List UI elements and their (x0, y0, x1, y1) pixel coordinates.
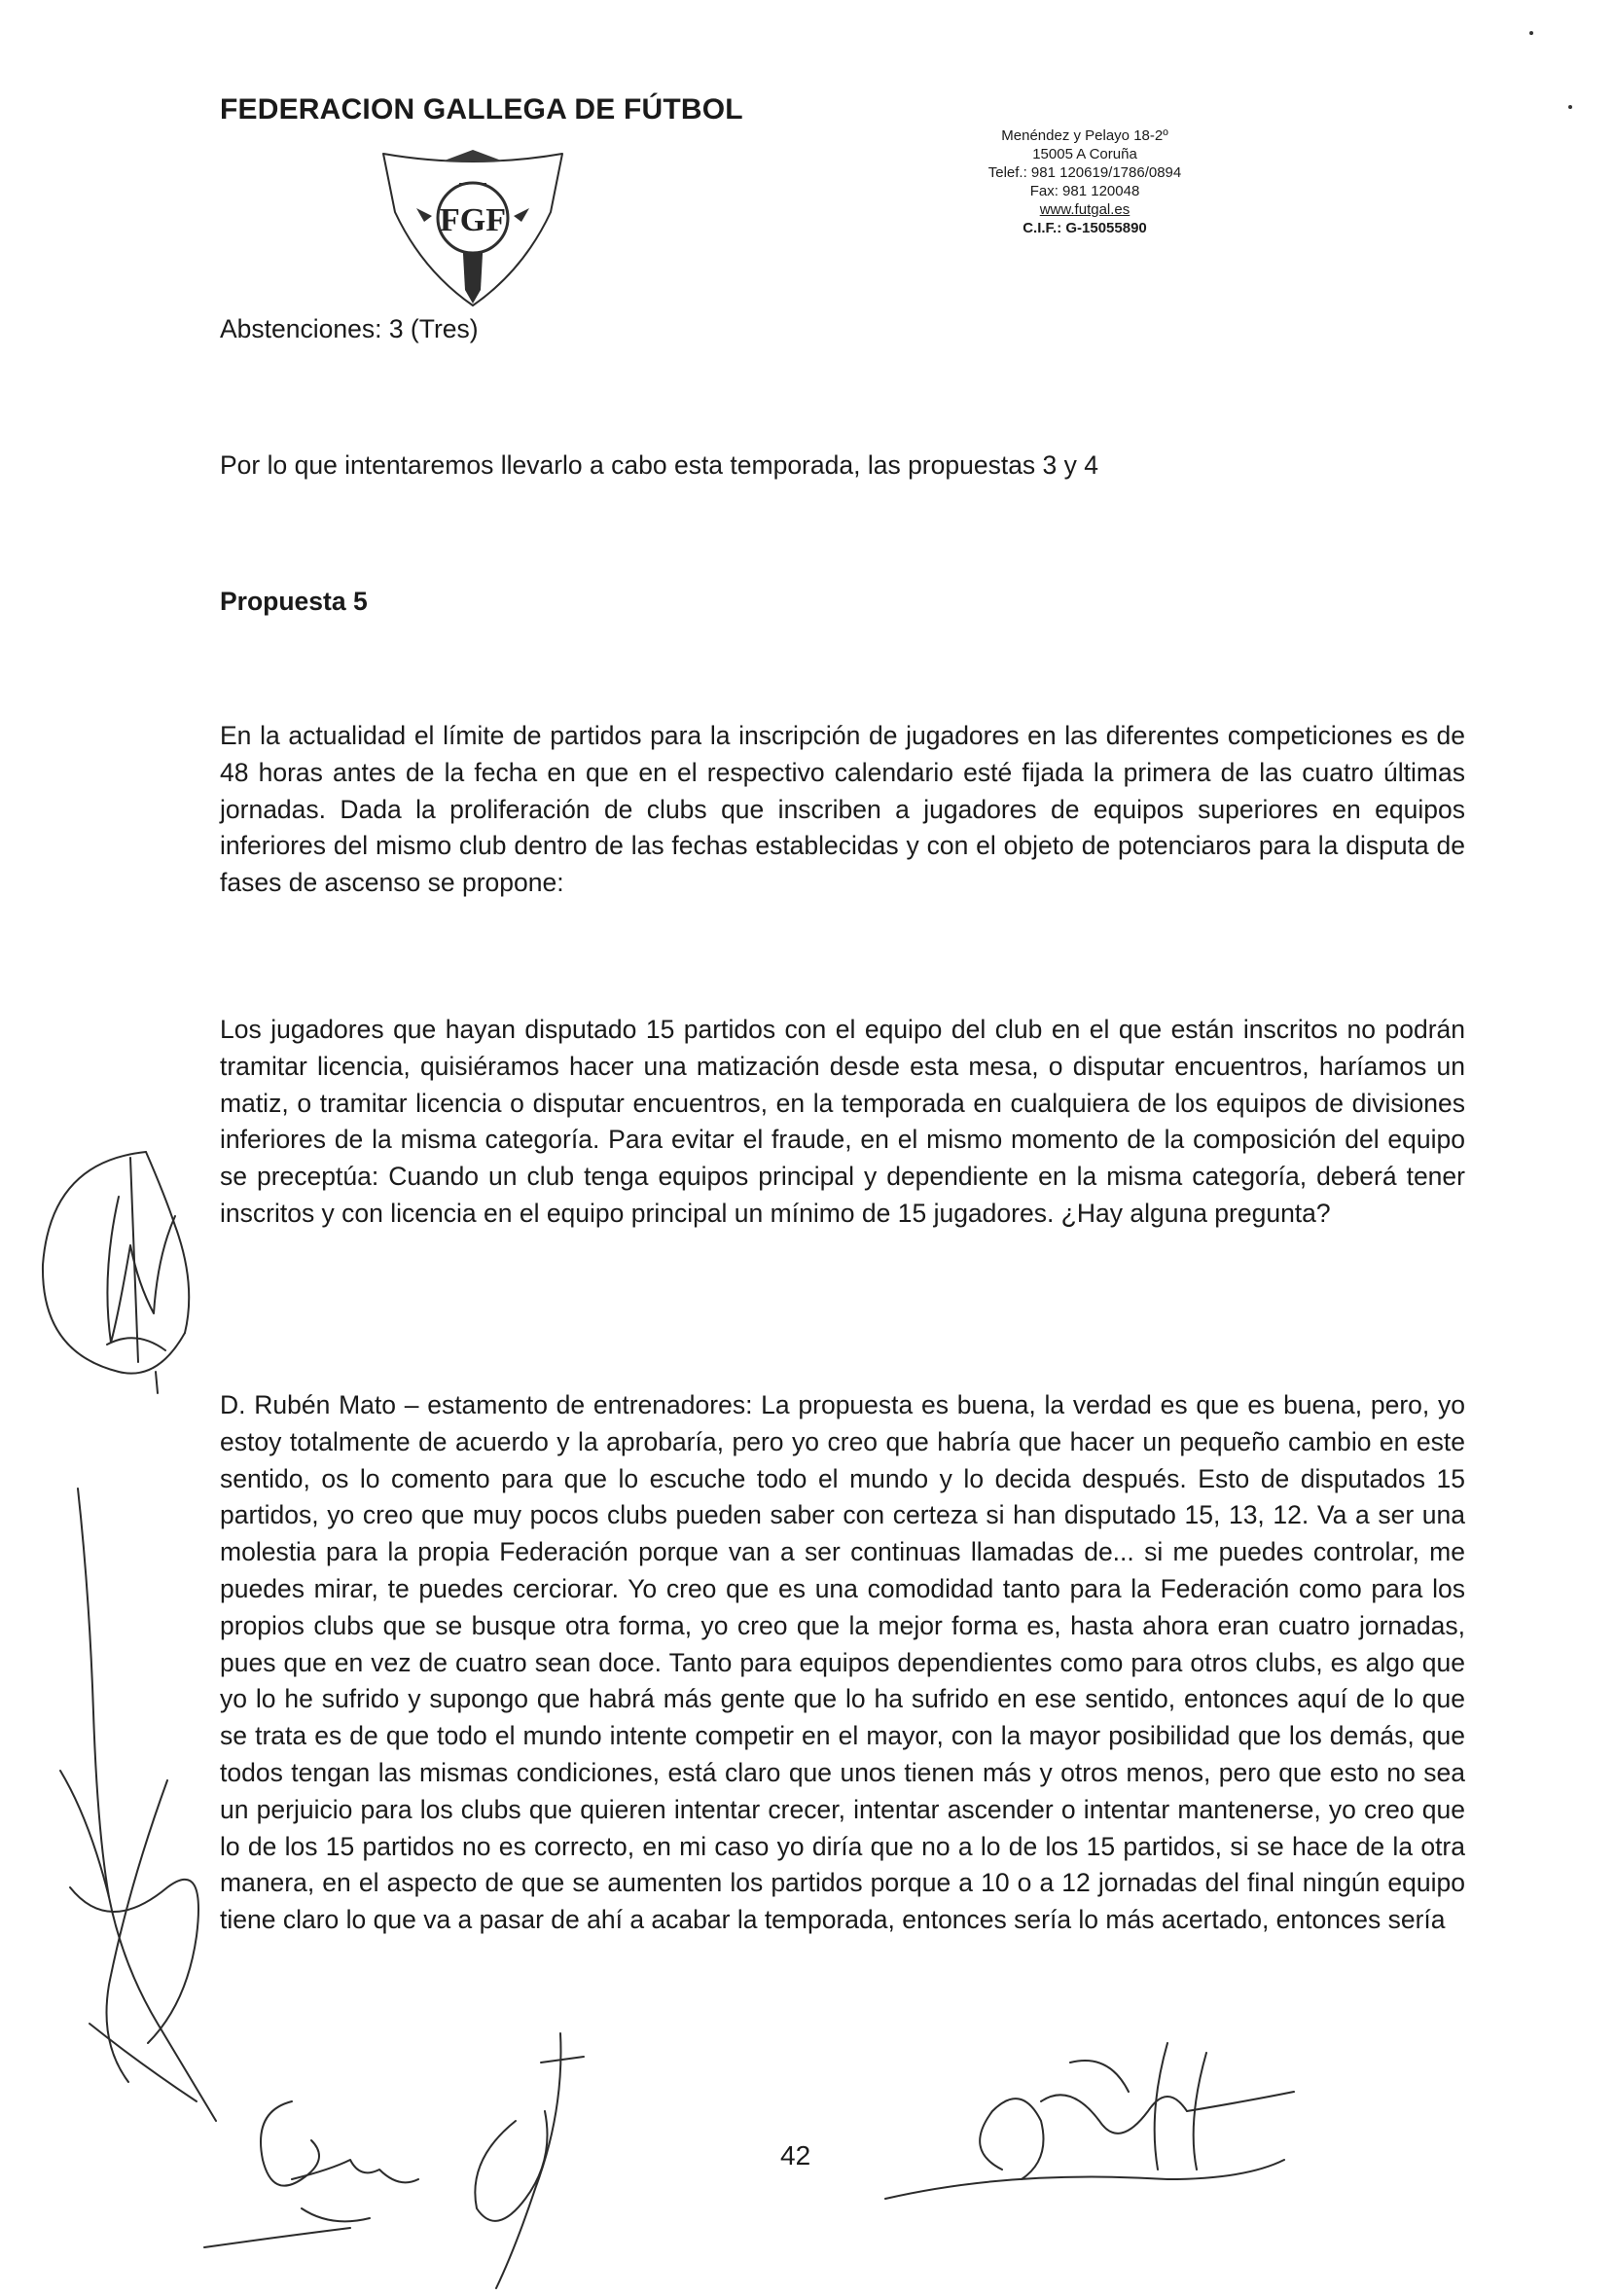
paragraph-current-rule: En la actualidad el límite de partidos para la inscripción de jugadores en las diferentes competiciones es de 48 horas antes de la fecha en que en el respectivo calendario esté fijada la primera de las cuatro últimas jornadas. Dada la proliferación de clubs que inscriben a jugadores de equipos superiores en equipos inferiores del mismo club dentro de las fechas establecidas y con el objeto de potenciaros para la disputa de fases de ascenso se propone: (220, 721, 1465, 898)
address-city: 15005 A Coruña (1032, 146, 1137, 162)
signature-bottom-left (195, 2082, 448, 2277)
margin-signature-top-left (29, 1138, 204, 1401)
signature-bottom-center (448, 2024, 603, 2296)
signature-bottom-right (876, 2024, 1304, 2218)
address-street: Menéndez y Pelayo 18-2º (1001, 127, 1168, 144)
address-cif: C.I.F.: G-15055890 (1023, 220, 1147, 236)
federation-crest-logo (377, 144, 568, 307)
abstentions-line: Abstenciones: 3 (Tres) (220, 314, 479, 343)
intro-line: Por lo que intentaremos llevarlo a cabo esta temporada, las propuestas 3 y 4 (220, 450, 1098, 480)
address-phone: Telef.: 981 120619/1786/0894 (987, 164, 1182, 181)
paragraph-proposal-text: Los jugadores que hayan disputado 15 partidos con el equipo del club en el que están inscritos no podrán tramitar licencia, quisiéramos hacer una matización desde esta mesa, o disputar encuentros, haríamos un matiz, o tramitar licencia o disputar encuentros, en la temporada en cualquiera de los equipos de divisiones inferiores de la misma categoría. Para evitar el fraude, en el mismo momento de la composición del equipo se preceptúa: Cuando un club tenga equipos principal y dependiente en la misma categoría, deberá tener inscritos y con licencia en el equipo principal un mínimo de 15 jugadores. ¿Hay alguna pregunta? (220, 1015, 1465, 1228)
address-fax: Fax: 981 120048 (1029, 183, 1140, 199)
crest-monogram: FGF (440, 202, 506, 238)
proposal-heading: Propuesta 5 (220, 587, 368, 616)
margin-signature-left-long (51, 1479, 255, 2160)
page-number: 42 (780, 2140, 811, 2170)
federation-address-block (934, 126, 1236, 237)
organization-title: FEDERACION GALLEGA DE FÚTBOL (220, 93, 743, 126)
paragraph-ruben-mato-comment: D. Rubén Mato – estamento de entrenadores: La propuesta es buena, la verdad es que es buena, pero, yo estoy totalmente de acuerdo y la aprobaría, pero yo creo que habría que hacer un pequeño cambio en este sentido, os lo comento para que lo escuche todo el mundo y lo decida después. Esto de disputados 15 partidos, yo creo que muy pocos clubs pueden saber con certeza si han disputado 15, 13, 12. Va a ser una molestia para la propia Federación porque van a ser continuas llamadas de... si me puedes controlar, me puedes mirar, te puedes cerciorar. Yo creo que es una comodidad tanto para la Federación como para los propios clubs que se busque otra forma, yo creo que la mejor forma es, hasta ahora eran cuatro jornadas, pues que en vez de cuatro sean doce. Tanto para equipos dependientes como para otros clubs, es algo que yo lo he sufrido y supongo que habrá más gente que lo ha sufrido en ese sentido, entonces aquí de lo que se trata es de que todo el mundo intente competir en el mayor, con la mayor posibilidad que los demás, que todos tengan las mismas condiciones, está claro que unos tienen más y otros menos, pero que esto no sea un perjuicio para los clubs que quieren intentar crecer, intentar ascender o intentar mantenerse, yo creo que lo de los 15 partidos no es correcto, en mi caso yo diría que no a lo de los 15 partidos, si se hace de la otra manera, en el aspecto de que se aumenten los partidos porque a 10 o a 12 jornadas del final ningún equipo tiene claro lo que va a pasar de ahí a acabar la temporada, entonces sería lo más acertado, entonces sería (220, 1390, 1465, 1935)
margin-dot-mark (1568, 105, 1572, 109)
address-website-link[interactable]: www.futgal.es (1039, 201, 1130, 218)
margin-dot-mark (1529, 31, 1533, 35)
